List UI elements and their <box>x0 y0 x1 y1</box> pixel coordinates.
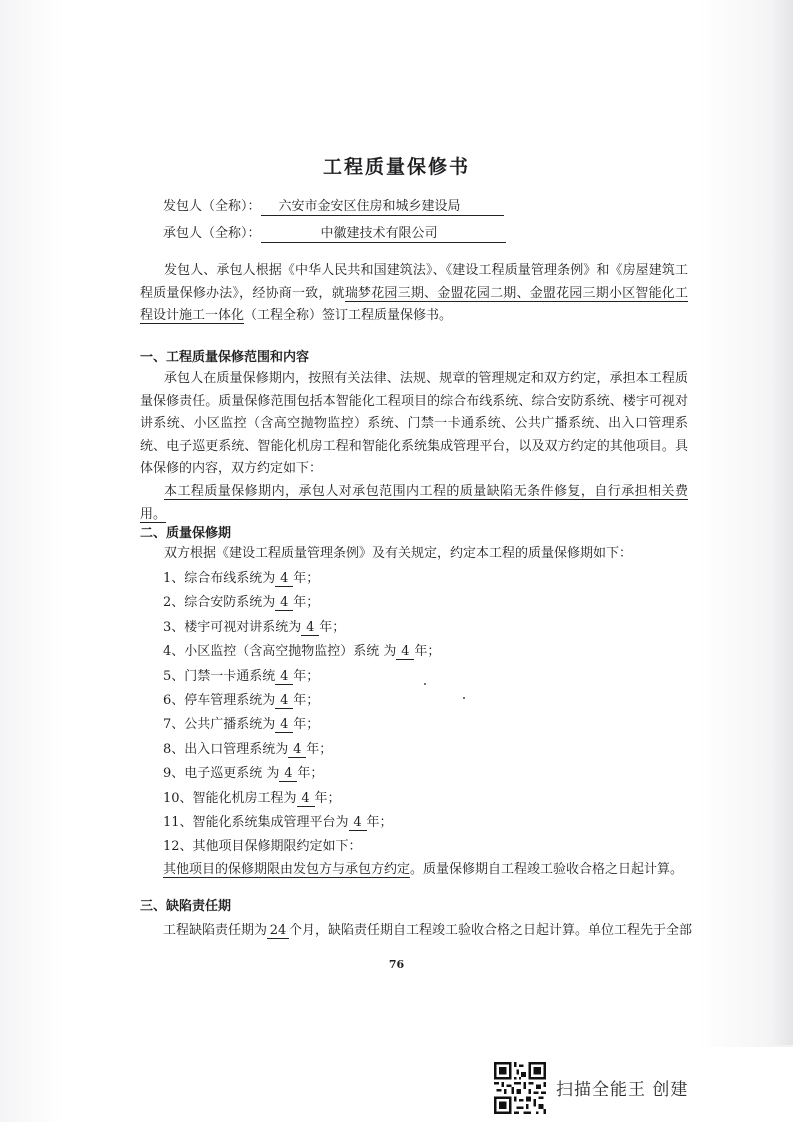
section1-agreement <box>140 481 688 526</box>
project-name: 瑞梦花园三期、金盟花园二期、金盟花园三期小区智能化工程设计施工一体化 <box>140 285 688 323</box>
warranty-item <box>163 591 319 611</box>
warranty-years: 4 <box>301 620 319 636</box>
warranty-years: 4 <box>297 791 315 807</box>
warranty-item-label: 10、智能化机房工程为 <box>163 790 297 806</box>
warranty-item-suffix: 年； <box>306 741 333 757</box>
warranty-years: 4 <box>396 644 414 660</box>
warranty-item-suffix: 年； <box>414 644 441 660</box>
section-heading-2: 二、质量保修期 <box>140 526 232 541</box>
warranty-item <box>163 811 393 831</box>
warranty-years: 4 <box>275 595 293 611</box>
other-items-rest: 。质量保修期自工程竣工验收合格之日起计算。 <box>410 862 684 877</box>
warranty-item-label: 2、综合安防系统为 <box>163 595 276 611</box>
page-number: 76 <box>388 958 405 971</box>
warranty-item-12: 12、其他项目保修期限约定如下： <box>163 839 362 854</box>
warranty-item <box>163 787 341 807</box>
warranty-years: 4 <box>275 717 293 733</box>
warranty-years: 4 <box>275 669 293 685</box>
warranty-item-label: 1、综合布线系统为 <box>163 571 276 586</box>
section2-intro: 双方根据《建设工程质量管理条例》及有关规定，约定本工程的质量保修期如下： <box>164 546 633 561</box>
section3-text-prefix: 工程缺陷责任期为 <box>163 923 268 938</box>
warranty-item <box>163 689 319 709</box>
employer-name: 六安市金安区住房和城乡建设局 <box>261 195 504 216</box>
section-heading-1: 一、工程质量保修范围和内容 <box>140 350 310 365</box>
qr-code-icon <box>494 1062 546 1114</box>
document-title: 工程质量保修书 <box>322 156 470 178</box>
employer-line <box>163 195 504 216</box>
warranty-years: 4 <box>288 742 306 758</box>
warranty-item <box>163 665 319 685</box>
warranty-item-label: 8、出入口管理系统为 <box>163 741 289 757</box>
warranty-years: 4 <box>349 815 367 831</box>
warranty-item-label: 7、公共广播系统为 <box>163 717 276 733</box>
warranty-item-suffix: 年； <box>293 571 320 586</box>
warranty-item-suffix: 年； <box>297 766 324 782</box>
section1-paragraph: 承包人在质量保修期内，按照有关法律、法规、规章的管理规定和双方约定，承担本工程质量保修责任。质量保修范围包括本智能化工程项目的综合布线系统、综合安防系统、楼宇可视对讲系统、小区监控（含高空抛物监控）系统、门禁一卡通系统、公共广播系统、出入口管理系统、电子巡更系统、智能化机房工程和智能化系统集成管理平台，以及双方约定的其他项目。具体保修的内容，双方约定如下： <box>140 371 688 476</box>
warranty-item <box>163 762 323 782</box>
warranty-item-suffix: 年； <box>319 619 346 635</box>
scanner-watermark: 扫描全能王 创建 <box>556 1080 689 1100</box>
warranty-item-label: 11、智能化系统集成管理平台为 <box>163 815 349 830</box>
warranty-years: 4 <box>279 766 297 782</box>
warranty-item <box>163 616 345 636</box>
warranty-item-label: 6、停车管理系统为 <box>163 693 276 708</box>
warranty-item-suffix: 年； <box>293 668 320 684</box>
defect-months: 24 <box>267 923 289 939</box>
section3-paragraph <box>163 919 692 939</box>
agreement-text: 本工程质量保修期内，承包人对承包范围内工程的质量缺陷无条件修复，自行承担相关费用。 <box>140 484 688 522</box>
other-items-line <box>163 858 683 877</box>
warranty-item-label: 5、门禁一卡通系统 <box>163 668 276 684</box>
intro-paragraph <box>140 260 688 328</box>
warranty-item <box>163 713 319 733</box>
warranty-item-suffix: 年； <box>293 717 320 733</box>
warranty-item-suffix: 年； <box>314 790 341 806</box>
warranty-item-label: 3、楼宇可视对讲系统为 <box>163 619 302 635</box>
warranty-item-suffix: 年； <box>293 693 320 708</box>
scan-speck <box>424 683 426 685</box>
intro-text: 发包人、承包人根据《中华人民共和国建筑法》、《建设工程质量管理条例》和《房屋建筑工程质量保修办法》，经协商一致，就 <box>140 263 688 301</box>
contractor-name: 中徽建技术有限公司 <box>261 222 506 243</box>
warranty-item-suffix: 年； <box>293 595 320 611</box>
contractor-label: 承包人（全称）： <box>163 226 261 241</box>
warranty-item-label: 9、电子巡更系统 为 <box>163 766 280 782</box>
contractor-line <box>163 222 506 243</box>
section3-text-suffix: 个月，缺陷责任期自工程竣工验收合格之日起计算。单位工程先于全部 <box>289 923 693 938</box>
warranty-item-label: 4、小区监控（含高空抛物监控）系统 为 <box>163 644 397 660</box>
section-heading-3: 三、缺陷责任期 <box>140 899 232 914</box>
warranty-years: 4 <box>275 571 293 587</box>
scan-speck <box>463 697 465 699</box>
employer-label: 发包人（全称）： <box>163 199 261 214</box>
intro-text-end: （工程全称）签订工程质量保修书。 <box>244 308 453 323</box>
other-items-underlined: 其他项目的保修期限由发包方与承包方约定 <box>163 862 411 877</box>
warranty-item <box>163 738 332 758</box>
warranty-item <box>163 640 440 660</box>
warranty-item-suffix: 年； <box>366 815 393 830</box>
warranty-years: 4 <box>275 693 293 709</box>
warranty-item <box>163 567 319 587</box>
